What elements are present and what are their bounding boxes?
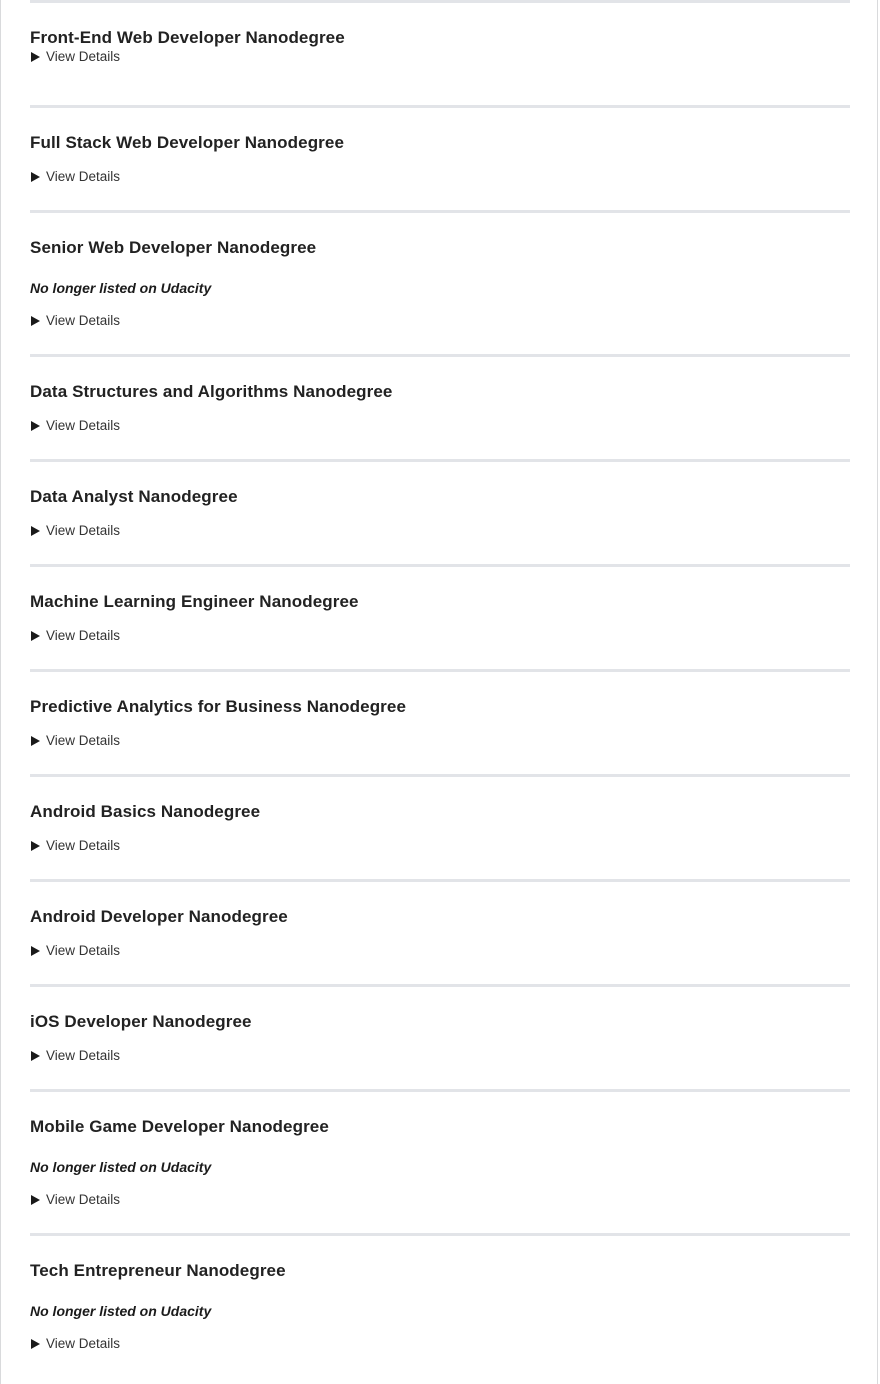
nanodegree-list xyxy=(30,0,850,1377)
view-details-toggle[interactable] xyxy=(30,312,120,330)
view-details-toggle[interactable] xyxy=(30,48,120,66)
list-item xyxy=(30,987,850,1089)
disclosure-triangle-icon xyxy=(31,172,40,182)
view-details-toggle[interactable] xyxy=(30,942,120,960)
list-item xyxy=(30,3,850,105)
course-title: Full Stack Web Developer Nanodegree xyxy=(30,133,344,152)
course-title: Data Structures and Algorithms Nanodegree xyxy=(30,382,393,401)
disclosure-triangle-icon xyxy=(31,1051,40,1061)
list-item xyxy=(30,777,850,879)
view-details-toggle[interactable] xyxy=(30,168,120,186)
list-item xyxy=(30,567,850,669)
list-item xyxy=(30,882,850,984)
view-details-toggle[interactable] xyxy=(30,732,120,750)
disclosure-triangle-icon xyxy=(31,946,40,956)
disclosure-triangle-icon xyxy=(31,52,40,62)
list-item xyxy=(30,1092,850,1233)
view-details-label: View Details xyxy=(46,1192,121,1207)
course-title: Predictive Analytics for Business Nanodegree xyxy=(30,697,407,716)
disclosure-triangle-icon xyxy=(31,316,40,326)
course-title: Senior Web Developer Nanodegree xyxy=(30,238,317,257)
course-title: iOS Developer Nanodegree xyxy=(30,1012,252,1031)
view-details-label: View Details xyxy=(46,418,121,433)
course-title: Tech Entrepreneur Nanodegree xyxy=(30,1261,286,1280)
disclosure-triangle-icon xyxy=(31,526,40,536)
list-item xyxy=(30,1236,850,1377)
view-details-toggle[interactable] xyxy=(30,837,120,855)
course-title: Mobile Game Developer Nanodegree xyxy=(30,1117,329,1136)
disclosure-triangle-icon xyxy=(31,1195,40,1205)
course-title: Data Analyst Nanodegree xyxy=(30,487,238,506)
view-details-label: View Details xyxy=(46,169,121,184)
view-details-label: View Details xyxy=(46,943,121,958)
view-details-toggle[interactable] xyxy=(30,1335,120,1353)
view-details-label: View Details xyxy=(46,733,121,748)
disclosure-triangle-icon xyxy=(31,841,40,851)
view-details-label: View Details xyxy=(46,49,121,64)
course-title: Front-End Web Developer Nanodegree xyxy=(30,28,345,47)
course-title: Android Basics Nanodegree xyxy=(30,802,261,821)
status-note: No longer listed on Udacity xyxy=(30,1303,212,1319)
view-details-label: View Details xyxy=(46,1048,121,1063)
disclosure-triangle-icon xyxy=(31,631,40,641)
disclosure-triangle-icon xyxy=(31,736,40,746)
list-item xyxy=(30,672,850,774)
course-title: Machine Learning Engineer Nanodegree xyxy=(30,592,359,611)
view-details-label: View Details xyxy=(46,313,121,328)
list-item xyxy=(30,108,850,210)
view-details-toggle[interactable] xyxy=(30,1191,120,1209)
list-item xyxy=(30,213,850,354)
view-details-label: View Details xyxy=(46,838,121,853)
status-note: No longer listed on Udacity xyxy=(30,280,212,296)
course-title: Android Developer Nanodegree xyxy=(30,907,288,926)
view-details-label: View Details xyxy=(46,1336,121,1351)
disclosure-triangle-icon xyxy=(31,1339,40,1349)
list-item xyxy=(30,462,850,564)
view-details-label: View Details xyxy=(46,523,121,538)
view-details-label: View Details xyxy=(46,628,121,643)
disclosure-triangle-icon xyxy=(31,421,40,431)
view-details-toggle[interactable] xyxy=(30,1047,120,1065)
view-details-toggle[interactable] xyxy=(30,522,120,540)
view-details-toggle[interactable] xyxy=(30,627,120,645)
list-item xyxy=(30,357,850,459)
view-details-toggle[interactable] xyxy=(30,417,120,435)
status-note: No longer listed on Udacity xyxy=(30,1159,212,1175)
